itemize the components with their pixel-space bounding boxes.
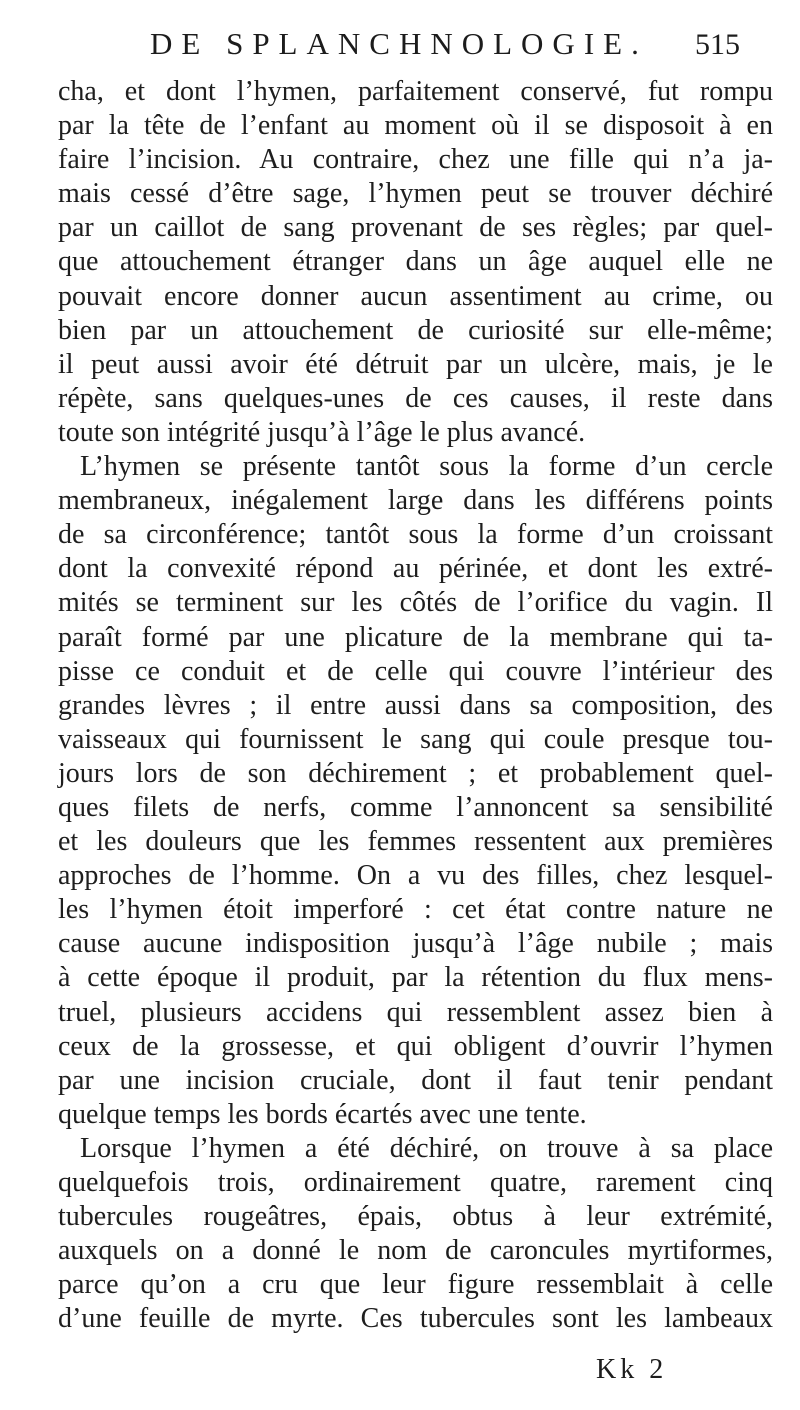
text-line: par une incision cruciale, dont il faut tenir pendant [58, 1064, 773, 1096]
text-line: paraît formé par une plicature de la membrane qui ta- [58, 621, 773, 653]
page-number: 515 [695, 28, 740, 61]
text-line: par un caillot de sang provenant de ses règles; par quel- [58, 212, 773, 244]
text-line: vaisseaux qui fournissent le sang qui coule presque tou- [58, 723, 773, 755]
signature-mark: Kk 2 [596, 1354, 668, 1385]
text-line: toute son intégrité jusqu’à l’âge le plus avancé. [58, 416, 586, 448]
text-line: parce qu’on a cru que leur figure ressemblait à celle [58, 1269, 773, 1301]
text-line: les l’hymen étoit imperforé : cet état contre nature ne [58, 894, 773, 926]
text-line: bien par un attouchement de curiosité sur elle-même; [58, 314, 773, 346]
text-line: tubercules rougeâtres, épais, obtus à leur extrémité, [58, 1201, 773, 1233]
text-line: cha, et dont l’hymen, parfaitement conservé, fut rompu [58, 76, 773, 107]
text-line: membraneux, inégalement large dans les différens points [58, 485, 773, 517]
text-line: auxquels on a donné le nom de caroncules myrtiformes, [58, 1235, 773, 1267]
text-line: pouvait encore donner aucun assentiment au crime, ou [58, 280, 773, 312]
text-line: à cette époque il produit, par la rétention du flux mens- [58, 962, 773, 994]
text-line: faire l’incision. Au contraire, chez une fille qui n’a ja- [58, 144, 773, 176]
text-line: dont la convexité répond au périnée, et dont les extré- [58, 553, 773, 585]
text-line: quelque temps les bords écartés avec une tente. [58, 1098, 587, 1130]
text-line: ques filets de nerfs, comme l’annoncent sa sensibilité [58, 791, 773, 823]
text-line: de sa circonférence; tantôt sous la forme d’un croissant [58, 519, 773, 551]
text-line: grandes lèvres ; il entre aussi dans sa composition, des [58, 689, 773, 721]
running-header: DE SPLANCHNOLOGIE. [150, 26, 648, 61]
text-line: quelquefois trois, ordinairement quatre, rarement cinq [58, 1167, 773, 1198]
text-line: répète, sans quelques-unes de ces causes, il reste dans [58, 382, 773, 414]
text-line: mais cessé d’être sage, l’hymen peut se trouver déchiré [58, 178, 773, 210]
text-line: mités se terminent sur les côtés de l’orifice du vagin. Il [58, 587, 773, 619]
text-line: que attouchement étranger dans un âge auquel elle ne [58, 246, 773, 278]
text-line: et les douleurs que les femmes ressentent aux premières [58, 826, 773, 858]
text-line: pisse ce conduit et de celle qui couvre l’intérieur des [58, 655, 773, 687]
text-line: jours lors de son déchirement ; et probablement quel- [58, 757, 773, 789]
text-line: truel, plusieurs accidens qui ressemblent assez bien à [58, 996, 773, 1028]
paragraph-start-line: Lorsque l’hymen a été déchiré, on trouve à sa place [80, 1132, 773, 1164]
paragraph-start-line: L’hymen se présente tantôt sous la forme d’un cercle [80, 451, 773, 483]
text-line: il peut aussi avoir été détruit par un ulcère, mais, je le [58, 348, 773, 380]
text-line: d’une feuille de myrte. Ces tubercules sont les lambeaux [58, 1303, 773, 1335]
body-text [58, 75, 773, 1336]
text-line: approches de l’homme. On a vu des filles, chez lesquel- [58, 860, 773, 892]
text-line: cause aucune indisposition jusqu’à l’âge nubile ; mais [58, 928, 773, 960]
text-line: par la tête de l’enfant au moment où il se disposoit à en [58, 110, 773, 142]
text-line: ceux de la grossesse, et qui obligent d’ouvrir l’hymen [58, 1030, 773, 1062]
